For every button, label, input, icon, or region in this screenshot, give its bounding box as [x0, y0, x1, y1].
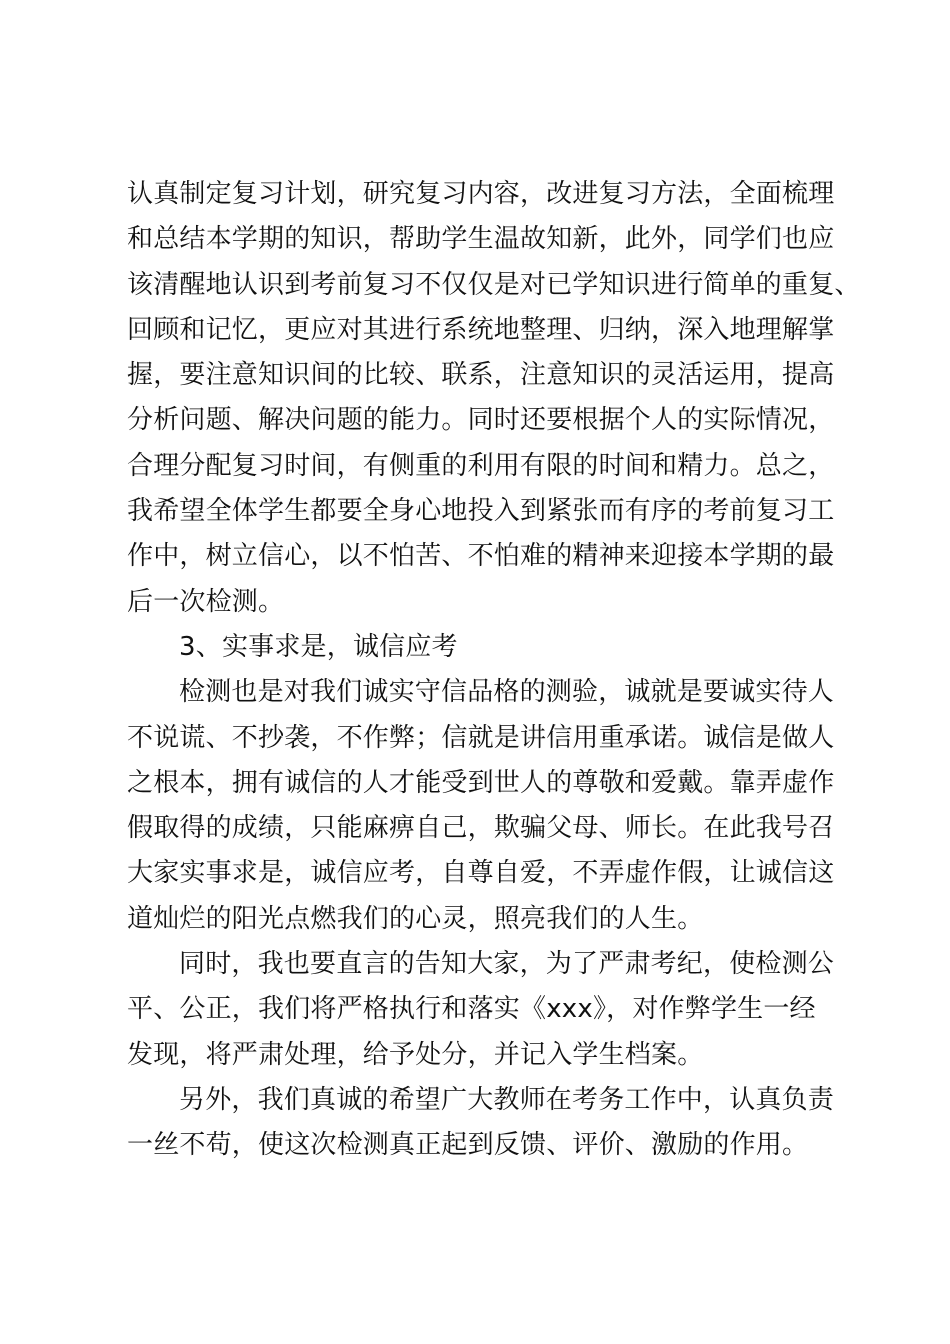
text-line: 回顾和记忆，更应对其进行系统地整理、归纳，深入地理解掌	[127, 314, 835, 345]
text-line: 大家实事求是，诚信应考，自尊自爱，不弄虚作假，让诚信这	[127, 858, 835, 889]
text-line: 认真制定复习计划，研究复习内容，改进复习方法，全面梳理	[127, 179, 835, 209]
text-line: 握，要注意知识间的比较、联系，注意知识的灵活运用，提高	[127, 360, 835, 391]
paragraph-first-line: 同时，我也要直言的告知大家，为了严肃考纪，使检测公	[179, 949, 835, 980]
section-heading: 3、实事求是，诚信应考	[179, 631, 458, 662]
text-line: 发现，将严肃处理，给予处分，并记入学生档案。	[127, 1039, 704, 1070]
text-line: 一丝不苟，使这次检测真正起到反馈、评价、激励的作用。	[127, 1130, 809, 1161]
text-line: 假取得的成绩，只能麻痹自己，欺骗父母、师长。在此我号召	[127, 813, 835, 844]
paragraph-first-line: 检测也是对我们诚实守信品格的测验，诚就是要诚实待人	[179, 677, 835, 708]
text-line: 分析问题、解决问题的能力。同时还要根据个人的实际情况，	[127, 405, 835, 436]
text-line: 该清醒地认识到考前复习不仅仅是对已学知识进行简单的重复、	[127, 269, 861, 300]
text-line: 后一次检测。	[127, 586, 285, 617]
paragraph-first-line: 另外，我们真诚的希望广大教师在考务工作中，认真负责	[179, 1084, 835, 1115]
text-line: 我希望全体学生都要全身心地投入到紧张而有序的考前复习工	[127, 496, 835, 527]
text-line: 之根本，拥有诚信的人才能受到世人的尊敬和爱戴。靠弄虚作	[127, 767, 835, 798]
text-line: 和总结本学期的知识，帮助学生温故知新，此外，同学们也应	[127, 224, 835, 255]
text-line: 道灿烂的阳光点燃我们的心灵，照亮我们的人生。	[127, 903, 704, 934]
text-line: 合理分配复习时间，有侧重的利用有限的时间和精力。总之，	[127, 450, 835, 481]
text-line: 平、公正，我们将严格执行和落实《xxx》，对作弊学生一经	[127, 994, 816, 1025]
text-line: 作中，树立信心，以不怕苦、不怕难的精神来迎接本学期的最	[127, 541, 835, 572]
document-body	[127, 172, 861, 1169]
text-line: 不说谎、不抄袭，不作弊；信就是讲信用重承诺。诚信是做人	[127, 722, 835, 753]
